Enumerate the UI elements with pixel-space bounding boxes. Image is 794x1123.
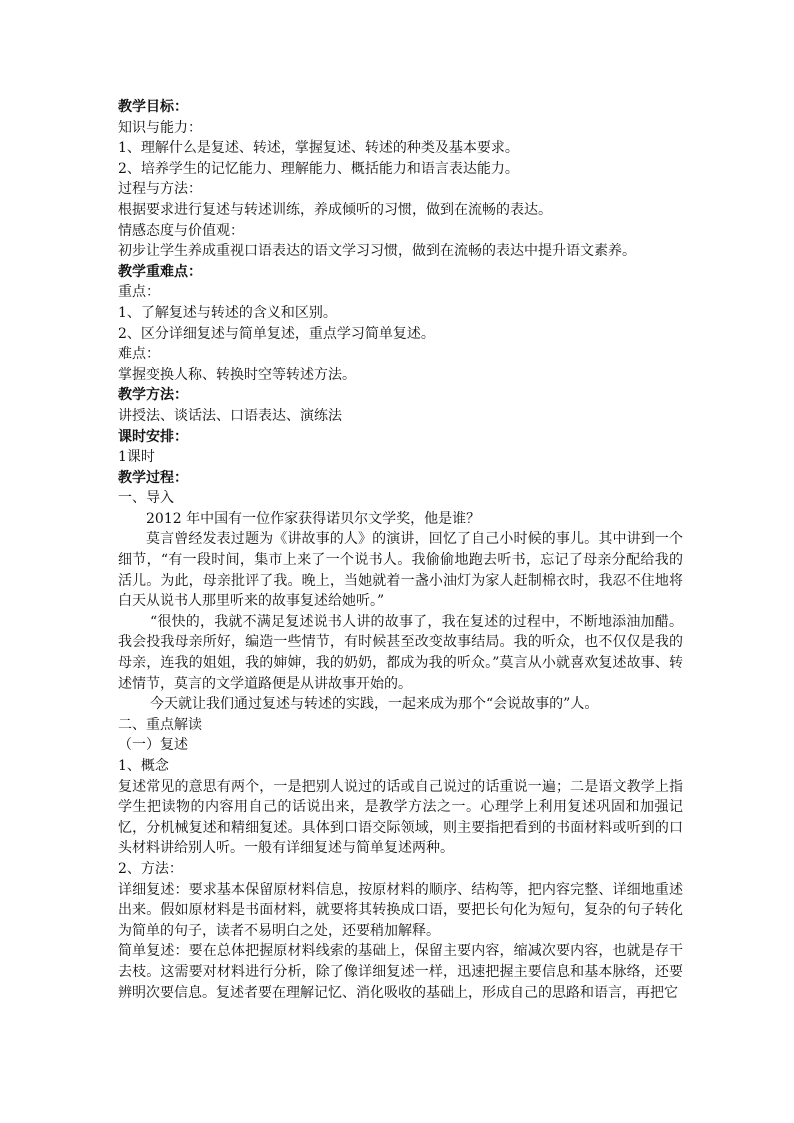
subheading-knowledge-ability: 知识与能力：	[118, 119, 202, 136]
key-point-1: 1、了解复述与转述的含义和区别。	[118, 304, 337, 321]
heading-key-difficult-points: 教学重难点：	[118, 263, 202, 280]
paragraph-mo-yan-quote: “很快的，我就不满足复述说书人讲的故事了，我在复述的过程中，不断地添油加醋。我会投我母亲所好，编造一些情节，有时候甚至改变故事结局。我的听众，也不仅仅是我的母亲，连我的姐姐，我的婶婶，我的奶奶，都成为我的听众。”莫言从小就喜欢复述故事、转述情节，莫言的文学道路便是从讲故事开始的。	[118, 613, 683, 692]
difficult-point-text: 掌握变换人称、转换时空等转述方法。	[118, 366, 356, 383]
class-schedule-text: 1课时	[118, 449, 155, 466]
subheading-difficult-points: 难点：	[118, 346, 160, 363]
subheading-process-method: 过程与方法：	[118, 181, 202, 198]
paragraph-concept: 复述常见的意思有两个，一是把别人说过的话或自己说过的话重说一遍；二是语文教学上指学生把读物的内容用自己的话说出来，是教学方法之一。心理学上利用复述巩固和加强记忆，分机械复述和精细复述。具体到口语交际领域，则主要指把看到的书面材料或听到的口头材料讲给别人听。一般有详细复述与简单复述两种。	[118, 778, 683, 857]
subsection-retelling: （一）复述	[118, 737, 188, 754]
subheading-key-points: 重点：	[118, 284, 160, 301]
intro-question: 2012 年中国有一位作家获得诺贝尔文学奖，他是谁？	[146, 510, 481, 527]
goal-item-2: 2、培养学生的记忆能力、理解能力、概括能力和语言表达能力。	[118, 160, 519, 177]
document-body	[118, 97, 683, 1003]
heading-teaching-goals: 教学目标：	[118, 99, 188, 115]
item-concept: 1、概念	[118, 758, 169, 774]
item-method: 2、方法：	[118, 860, 183, 877]
paragraph-mo-yan-speech: 莫言曾经发表过题为《讲故事的人》的演讲，回忆了自己小时候的事儿。其中讲到一个细节，“有一段时间，集市上来了一个说书人。我偷偷地跑去听书，忘记了母亲分配给我的活儿。为此，母亲批评了我。晚上，当她就着一盏小油灯为家人赶制棉衣时，我忍不住地将白天从说书人那里听来的故事复述给她听。”	[118, 531, 683, 610]
process-method-text: 根据要求进行复述与转述训练，养成倾听的习惯，做到在流畅的表达。	[118, 201, 552, 218]
heading-teaching-methods: 教学方法：	[118, 387, 188, 404]
intro-closing: 今天就让我们通过复述与转述的实践，一起来成为那个“会说故事的”人。	[150, 696, 599, 713]
section-introduction: 一、导入	[118, 490, 174, 507]
heading-class-schedule: 课时安排：	[118, 428, 188, 445]
attitude-values-text: 初步让学生养成重视口语表达的语文学习习惯，做到在流畅的表达中提升语文素养。	[118, 243, 636, 260]
goal-item-1: 1、理解什么是复述、转述，掌握复述、转述的种类及基本要求。	[118, 140, 519, 157]
subheading-attitude-values: 情感态度与价值观：	[118, 222, 244, 239]
paragraph-detailed-retelling: 详细复述：要求基本保留原材料信息，按原材料的顺序、结构等，把内容完整、详细地重述出来。假如原材料是书面材料，就要将其转换成口语，要把长句化为短句，复杂的句子转化为简单的句子，读者不易明白之处，还要稍加解释。	[118, 881, 683, 939]
section-key-interpretation: 二、重点解读	[118, 716, 202, 733]
key-point-2: 2、区分详细复述与简单复述，重点学习简单复述。	[118, 325, 435, 342]
paragraph-simple-retelling: 简单复述：要在总体把握原材料线索的基础上，保留主要内容，缩减次要内容，也就是存干去枝。这需要对材料进行分析，除了像详细复述一样，迅速把握主要信息和基本脉络，还要辨明次要信息。复述者要在理解记忆、消化吸收的基础上，形成自己的思路和语言，再把它	[118, 943, 683, 1001]
heading-teaching-process: 教学过程：	[118, 469, 188, 486]
teaching-methods-text: 讲授法、谈话法、口语表达、演练法	[118, 407, 342, 424]
